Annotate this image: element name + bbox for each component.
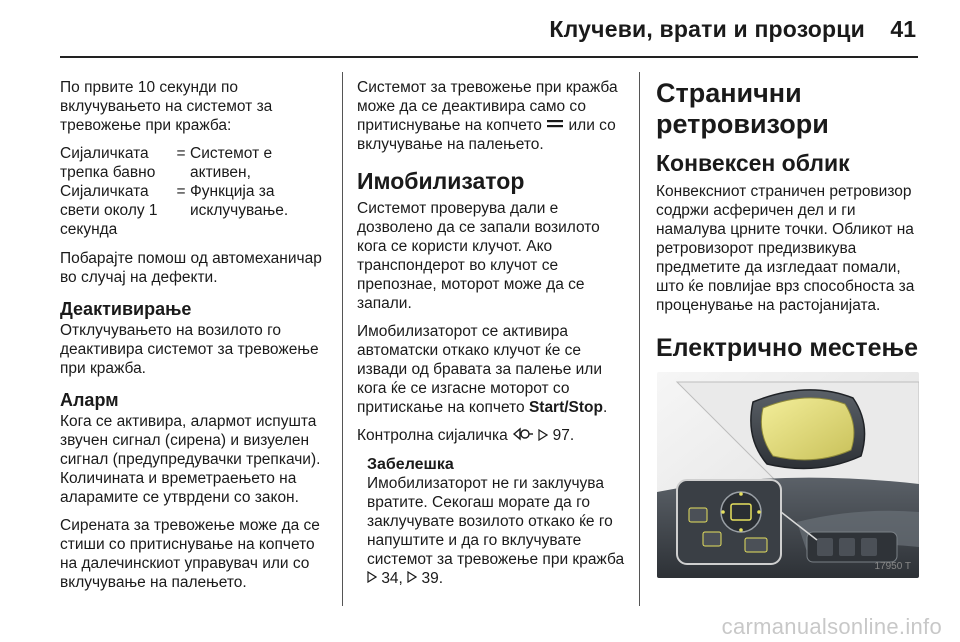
table-cell-left: Сијаличката трепка бавно [60,145,156,181]
start-stop-keyword: Start/Stop [528,399,603,417]
deactivate-text-a: Системот за тревожење при кражба може да се деактивира само со притиснување на копчето [357,79,618,134]
heading-electric-adjustment: Електрично местење [656,334,919,362]
table-cell-right: Функција за исклучување. [190,183,289,219]
page-header [0,0,960,60]
note-paragraph [367,474,632,588]
heading-immobilizer: Имобилизатор [357,168,525,195]
note-text: Имобилизаторот не ги заклучува вратите. Секогаш морате да го заклучувате возилото откако ќе го напуштите и да го вклучувате системот за тревожење при кражба [367,474,625,568]
table-row [60,144,335,182]
alarm-paragraph-1: Кога се активира, алармот испушта звучен сигнал (сирена) и визуелен сигнал (предупредувачки трепкачи). Количината и времетраењето на аларамите се утврдени со закон. [60,413,321,506]
column-3 [656,78,926,366]
table-cell-left: Сијаличката свети околу 1 секунда [60,183,158,238]
column-divider-2 [639,72,640,606]
header-rule [60,56,918,58]
header-title: Клучеви, врати и прозорци [549,16,865,42]
immobilizer-lamp-icon [512,427,534,446]
convex-paragraph: Конвексниот страничен ретровизор содржи асферичен дел и ги намалува црните точки. Обликот на ретровизорот предизвикува предметите да изгледаат помали, што ќе повлијае врз способноста за проценување на растојанијата. [656,183,915,314]
alarm-paragraph-2: Сирената за тревожење може да се стиши со притиснување на копчето на далечинскиот управувач или со вклучување на палењето. [60,517,320,591]
mirror-illustration [657,372,919,578]
indicator-lamp-text: Контролна сијаличка [357,427,508,445]
deactivation-paragraph: Отклучувањето на возилото го деактивира системот за тревожење при кражба. [60,322,319,377]
column-divider-1 [342,72,343,606]
heading-convex-shape: Конвексен облик [656,150,850,176]
unlock-button-icon [546,116,564,135]
page-reference-icon [407,569,417,588]
table-row [60,182,335,239]
note-box [357,455,632,588]
heading-alarm: Аларм [60,390,119,410]
page-reference-icon [538,427,548,446]
table-cell-mid: = [176,145,186,162]
table-cell-right: Системот е активен, [190,145,273,181]
service-paragraph: Побарајте помош од автомеханичар во случај на дефекти. [60,250,322,286]
heading-deactivation: Деактивирање [60,299,192,319]
deactivate-paragraph [357,78,632,154]
deactivate-text-b: или со вклучување на палењето. [357,117,616,154]
note-title: Забелешка [367,455,454,473]
immobilizer-text-a: Имобилизаторот се активира автоматски откако клучот ќе се извади од бравата за палење или кога ќе се изгасне моторот со притискање на копчето [357,323,602,417]
intro-paragraph: По првите 10 секунди по вклучувањето на системот за тревожење при кражба: [60,79,273,134]
table-cell-mid: = [176,183,186,200]
indicator-lamp-paragraph [357,426,632,445]
page-reference-icon [367,569,377,588]
immobilizer-text-end: . [603,399,608,417]
immobilizer-paragraph-1: Системот проверува дали е дозволено да се запали возилото кога се користи клучот. Ако транспондерот во клучот се препознае, моторот може да се запали. [357,200,600,313]
note-ref-1: 34, [381,569,403,587]
column-2 [357,78,632,597]
indicator-lamp-ref: 97. [552,427,575,445]
watermark: carmanualsonline.info [721,614,942,639]
mirror-control-figure [657,372,919,578]
figure-code: 17950 T [874,561,911,572]
immobilizer-paragraph-2 [357,322,632,417]
heading-side-mirrors: Странични ретровизори [656,78,829,139]
page-number: 41 [890,16,916,42]
note-ref-2: 39. [421,569,444,587]
column-1 [60,78,335,601]
indicator-table [60,144,335,239]
